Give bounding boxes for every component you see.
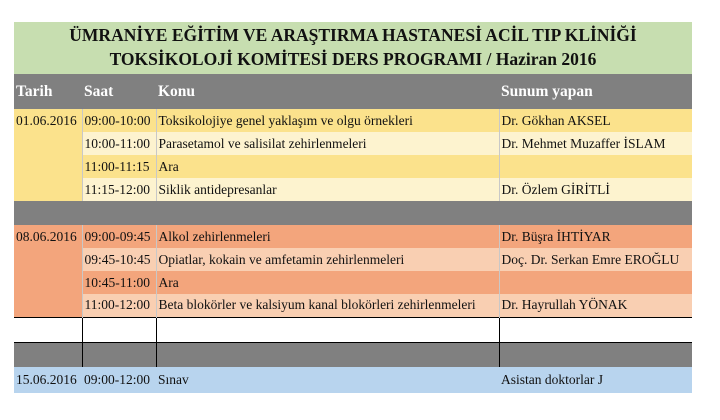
separator-cell	[14, 201, 692, 225]
table-row	[14, 225, 692, 248]
row-presenter: Dr. Gökhan AKSEL	[499, 109, 692, 132]
header-topic: Konu	[156, 74, 499, 109]
row-time: 11:00-11:15	[82, 155, 156, 178]
row-time: 09:00-12:00	[82, 367, 156, 393]
week1-date: 01.06.2016	[14, 109, 82, 132]
separator-cell	[156, 342, 499, 367]
row-time: 09:00-10:00	[82, 109, 156, 132]
date-cell-empty	[14, 178, 82, 201]
row-topic: Siklik antidepresanlar	[156, 178, 499, 201]
header-row	[14, 74, 692, 109]
row-presenter	[499, 271, 692, 294]
row-topic: Alkol zehirlenmeleri	[156, 225, 499, 248]
week3-date: 15.06.2016	[14, 367, 82, 393]
row-topic: Toksikolojiye genel yaklaşım ve olgu örnekleri	[156, 109, 499, 132]
header-time: Saat	[82, 74, 156, 109]
blank-cell	[82, 317, 156, 342]
table-row	[14, 109, 692, 132]
date-cell-empty	[14, 155, 82, 178]
row-topic: Beta blokörler ve kalsiyum kanal blokörleri zehirlenmeleri	[156, 294, 499, 317]
blank-cell	[14, 317, 82, 342]
row-presenter: Dr. Hayrullah YÖNAK	[499, 294, 692, 317]
header-date: Tarih	[14, 74, 82, 109]
row-presenter: Dr. Büşra İHTİYAR	[499, 225, 692, 248]
row-time: 09:00-09:45	[82, 225, 156, 248]
separator-cell	[82, 342, 156, 367]
date-cell-empty	[14, 132, 82, 155]
date-cell-empty	[14, 294, 82, 317]
row-topic: Sınav	[156, 367, 499, 393]
row-topic: Parasetamol ve salisilat zehirlenmeleri	[156, 132, 499, 155]
week2-date: 08.06.2016	[14, 225, 82, 248]
blank-cell	[499, 317, 692, 342]
date-cell-empty	[14, 248, 82, 271]
row-time: 10:45-11:00	[82, 271, 156, 294]
table-row	[14, 248, 692, 271]
table-row	[14, 271, 692, 294]
table-row	[14, 367, 692, 393]
row-time: 10:00-11:00	[82, 132, 156, 155]
row-topic: Ara	[156, 271, 499, 294]
row-topic: Opiatlar, kokain ve amfetamin zehirlenmeleri	[156, 248, 499, 271]
row-presenter: Dr. Mehmet Muzaffer İSLAM	[499, 132, 692, 155]
separator-row	[14, 201, 692, 225]
row-presenter: Doç. Dr. Serkan Emre EROĞLU	[499, 248, 692, 271]
blank-cell	[156, 317, 499, 342]
separator-row	[14, 342, 692, 367]
row-topic: Ara	[156, 155, 499, 178]
title-line-1: ÜMRANİYE EĞİTİM VE ARAŞTIRMA HASTANESİ ACİL TIP KLİNİĞİ	[69, 25, 637, 45]
table-row	[14, 294, 692, 317]
schedule-sheet	[14, 22, 692, 393]
row-presenter: Dr. Özlem GİRİTLİ	[499, 178, 692, 201]
row-presenter	[499, 155, 692, 178]
row-time: 11:00-12:00	[82, 294, 156, 317]
blank-row	[14, 317, 692, 342]
schedule-title	[14, 22, 692, 74]
separator-cell	[499, 342, 692, 367]
header-presenter: Sunum yapan	[499, 74, 692, 109]
date-cell-empty	[14, 271, 82, 294]
table-row	[14, 132, 692, 155]
row-time: 09:45-10:45	[82, 248, 156, 271]
table-row	[14, 178, 692, 201]
table-row	[14, 155, 692, 178]
title-line-2: TOKSİKOLOJİ KOMİTESİ DERS PROGRAMI / Haziran 2016	[109, 49, 597, 69]
row-presenter: Asistan doktorlar J	[499, 367, 692, 393]
row-time: 11:15-12:00	[82, 178, 156, 201]
schedule-table	[14, 74, 692, 393]
separator-cell	[14, 342, 82, 367]
